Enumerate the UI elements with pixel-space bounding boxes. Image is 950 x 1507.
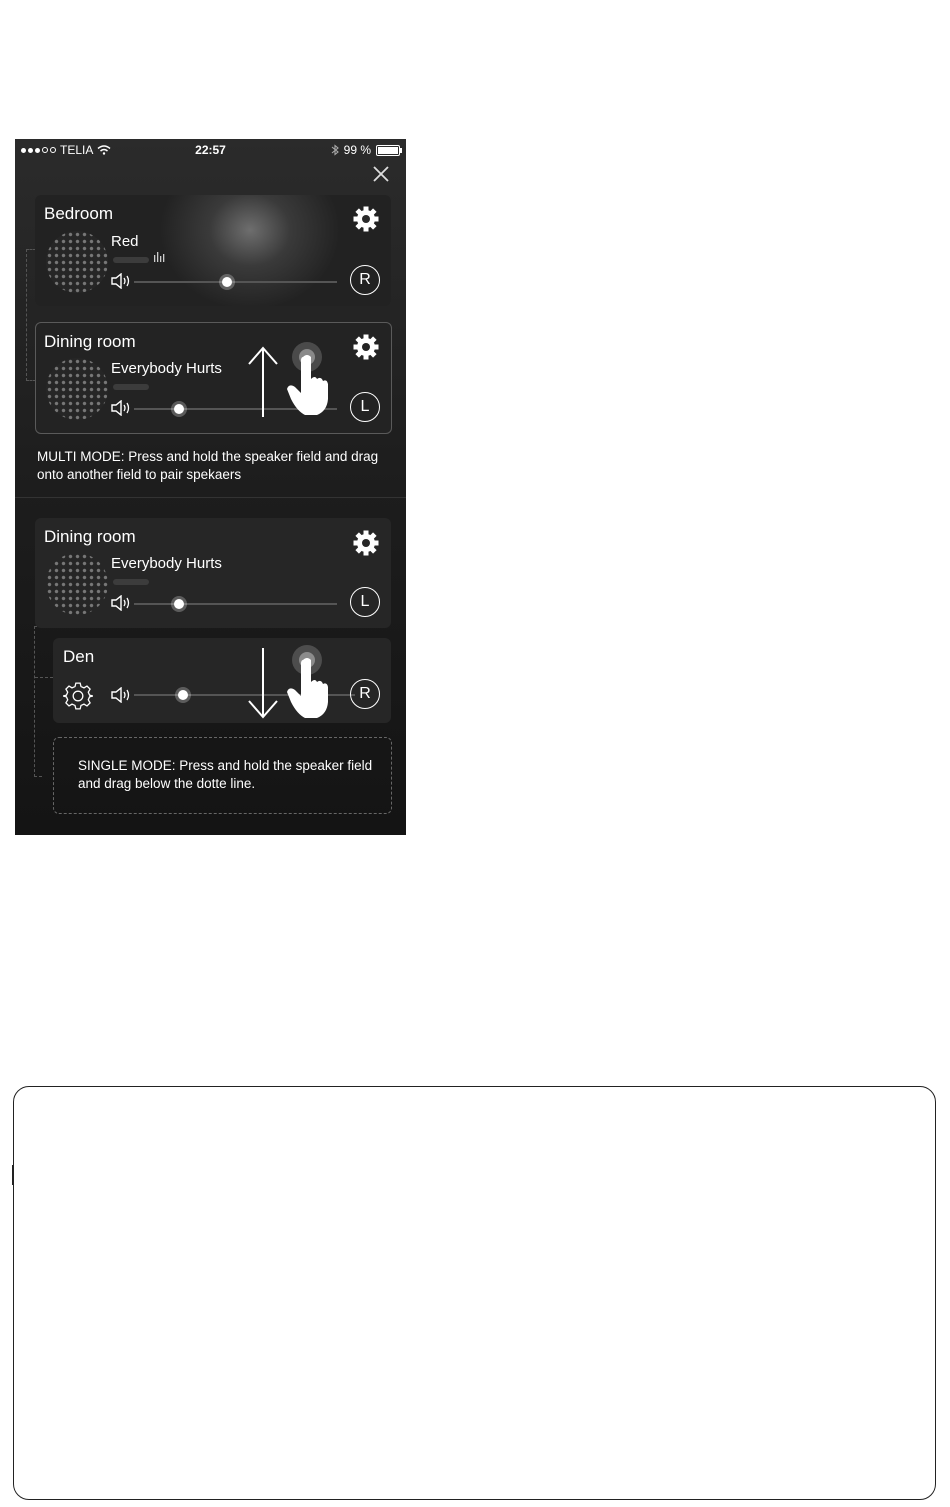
volume-knob[interactable] xyxy=(174,599,184,609)
artist-blurred xyxy=(113,384,149,390)
speaker-card-dining-room-single[interactable] xyxy=(35,518,391,628)
volume-slider[interactable] xyxy=(134,281,337,283)
track-title: Everybody Hurts xyxy=(111,360,222,377)
channel-button[interactable]: R xyxy=(350,679,380,709)
bluetooth-icon xyxy=(331,144,339,156)
frame-mark xyxy=(12,1165,13,1185)
section-divider xyxy=(15,497,406,498)
equalizer-icon xyxy=(153,252,165,262)
battery-icon xyxy=(376,145,400,156)
battery-percent: 99 % xyxy=(343,143,371,157)
artist-blurred xyxy=(113,257,149,263)
phone-screenshot xyxy=(15,139,406,835)
speaker-card-dining-room[interactable] xyxy=(35,322,392,434)
single-mode-drop-zone[interactable] xyxy=(53,737,392,814)
track-title: Red xyxy=(111,233,139,250)
volume-knob[interactable] xyxy=(174,404,184,414)
hand-pointer-icon xyxy=(283,642,335,720)
volume-icon xyxy=(111,687,131,703)
gear-icon[interactable] xyxy=(352,529,380,557)
volume-knob[interactable] xyxy=(178,690,188,700)
volume-icon xyxy=(111,595,131,611)
track-title: Everybody Hurts xyxy=(111,555,222,572)
arrow-up-icon xyxy=(245,344,281,419)
album-cover xyxy=(46,358,108,420)
clock: 22:57 xyxy=(195,143,226,157)
pair-connector xyxy=(34,626,42,777)
hand-pointer-icon xyxy=(283,339,335,417)
artist-blurred xyxy=(113,579,149,585)
empty-frame xyxy=(13,1086,936,1500)
multi-mode-caption: MULTI MODE: Press and hold the speaker field and drag onto another field to pair spekaers xyxy=(37,449,379,482)
single-mode-caption: SINGLE MODE: Press and hold the speaker field and drag below the dotte line. xyxy=(78,758,373,791)
room-name: Dining room xyxy=(44,527,136,546)
volume-slider[interactable] xyxy=(134,603,337,605)
speaker-card-den[interactable] xyxy=(53,638,391,723)
pair-connector-branch xyxy=(35,677,53,678)
gear-icon[interactable] xyxy=(352,205,380,233)
room-name: Bedroom xyxy=(44,204,113,223)
channel-button[interactable]: L xyxy=(350,392,380,422)
room-name: Dining room xyxy=(44,332,136,351)
carrier-label: TELIA xyxy=(60,143,94,157)
close-icon[interactable] xyxy=(370,163,392,185)
arrow-down-icon xyxy=(245,648,281,720)
speaker-card-bedroom[interactable] xyxy=(35,195,391,306)
album-cover xyxy=(46,553,108,615)
volume-icon xyxy=(111,400,131,416)
gear-icon[interactable] xyxy=(63,681,93,711)
status-bar xyxy=(15,139,406,161)
volume-knob[interactable] xyxy=(222,277,232,287)
channel-button[interactable]: R xyxy=(350,265,380,295)
gear-icon[interactable] xyxy=(352,333,380,361)
volume-icon xyxy=(111,273,131,289)
album-cover xyxy=(46,231,108,293)
channel-button[interactable]: L xyxy=(350,587,380,617)
room-name: Den xyxy=(63,647,95,666)
